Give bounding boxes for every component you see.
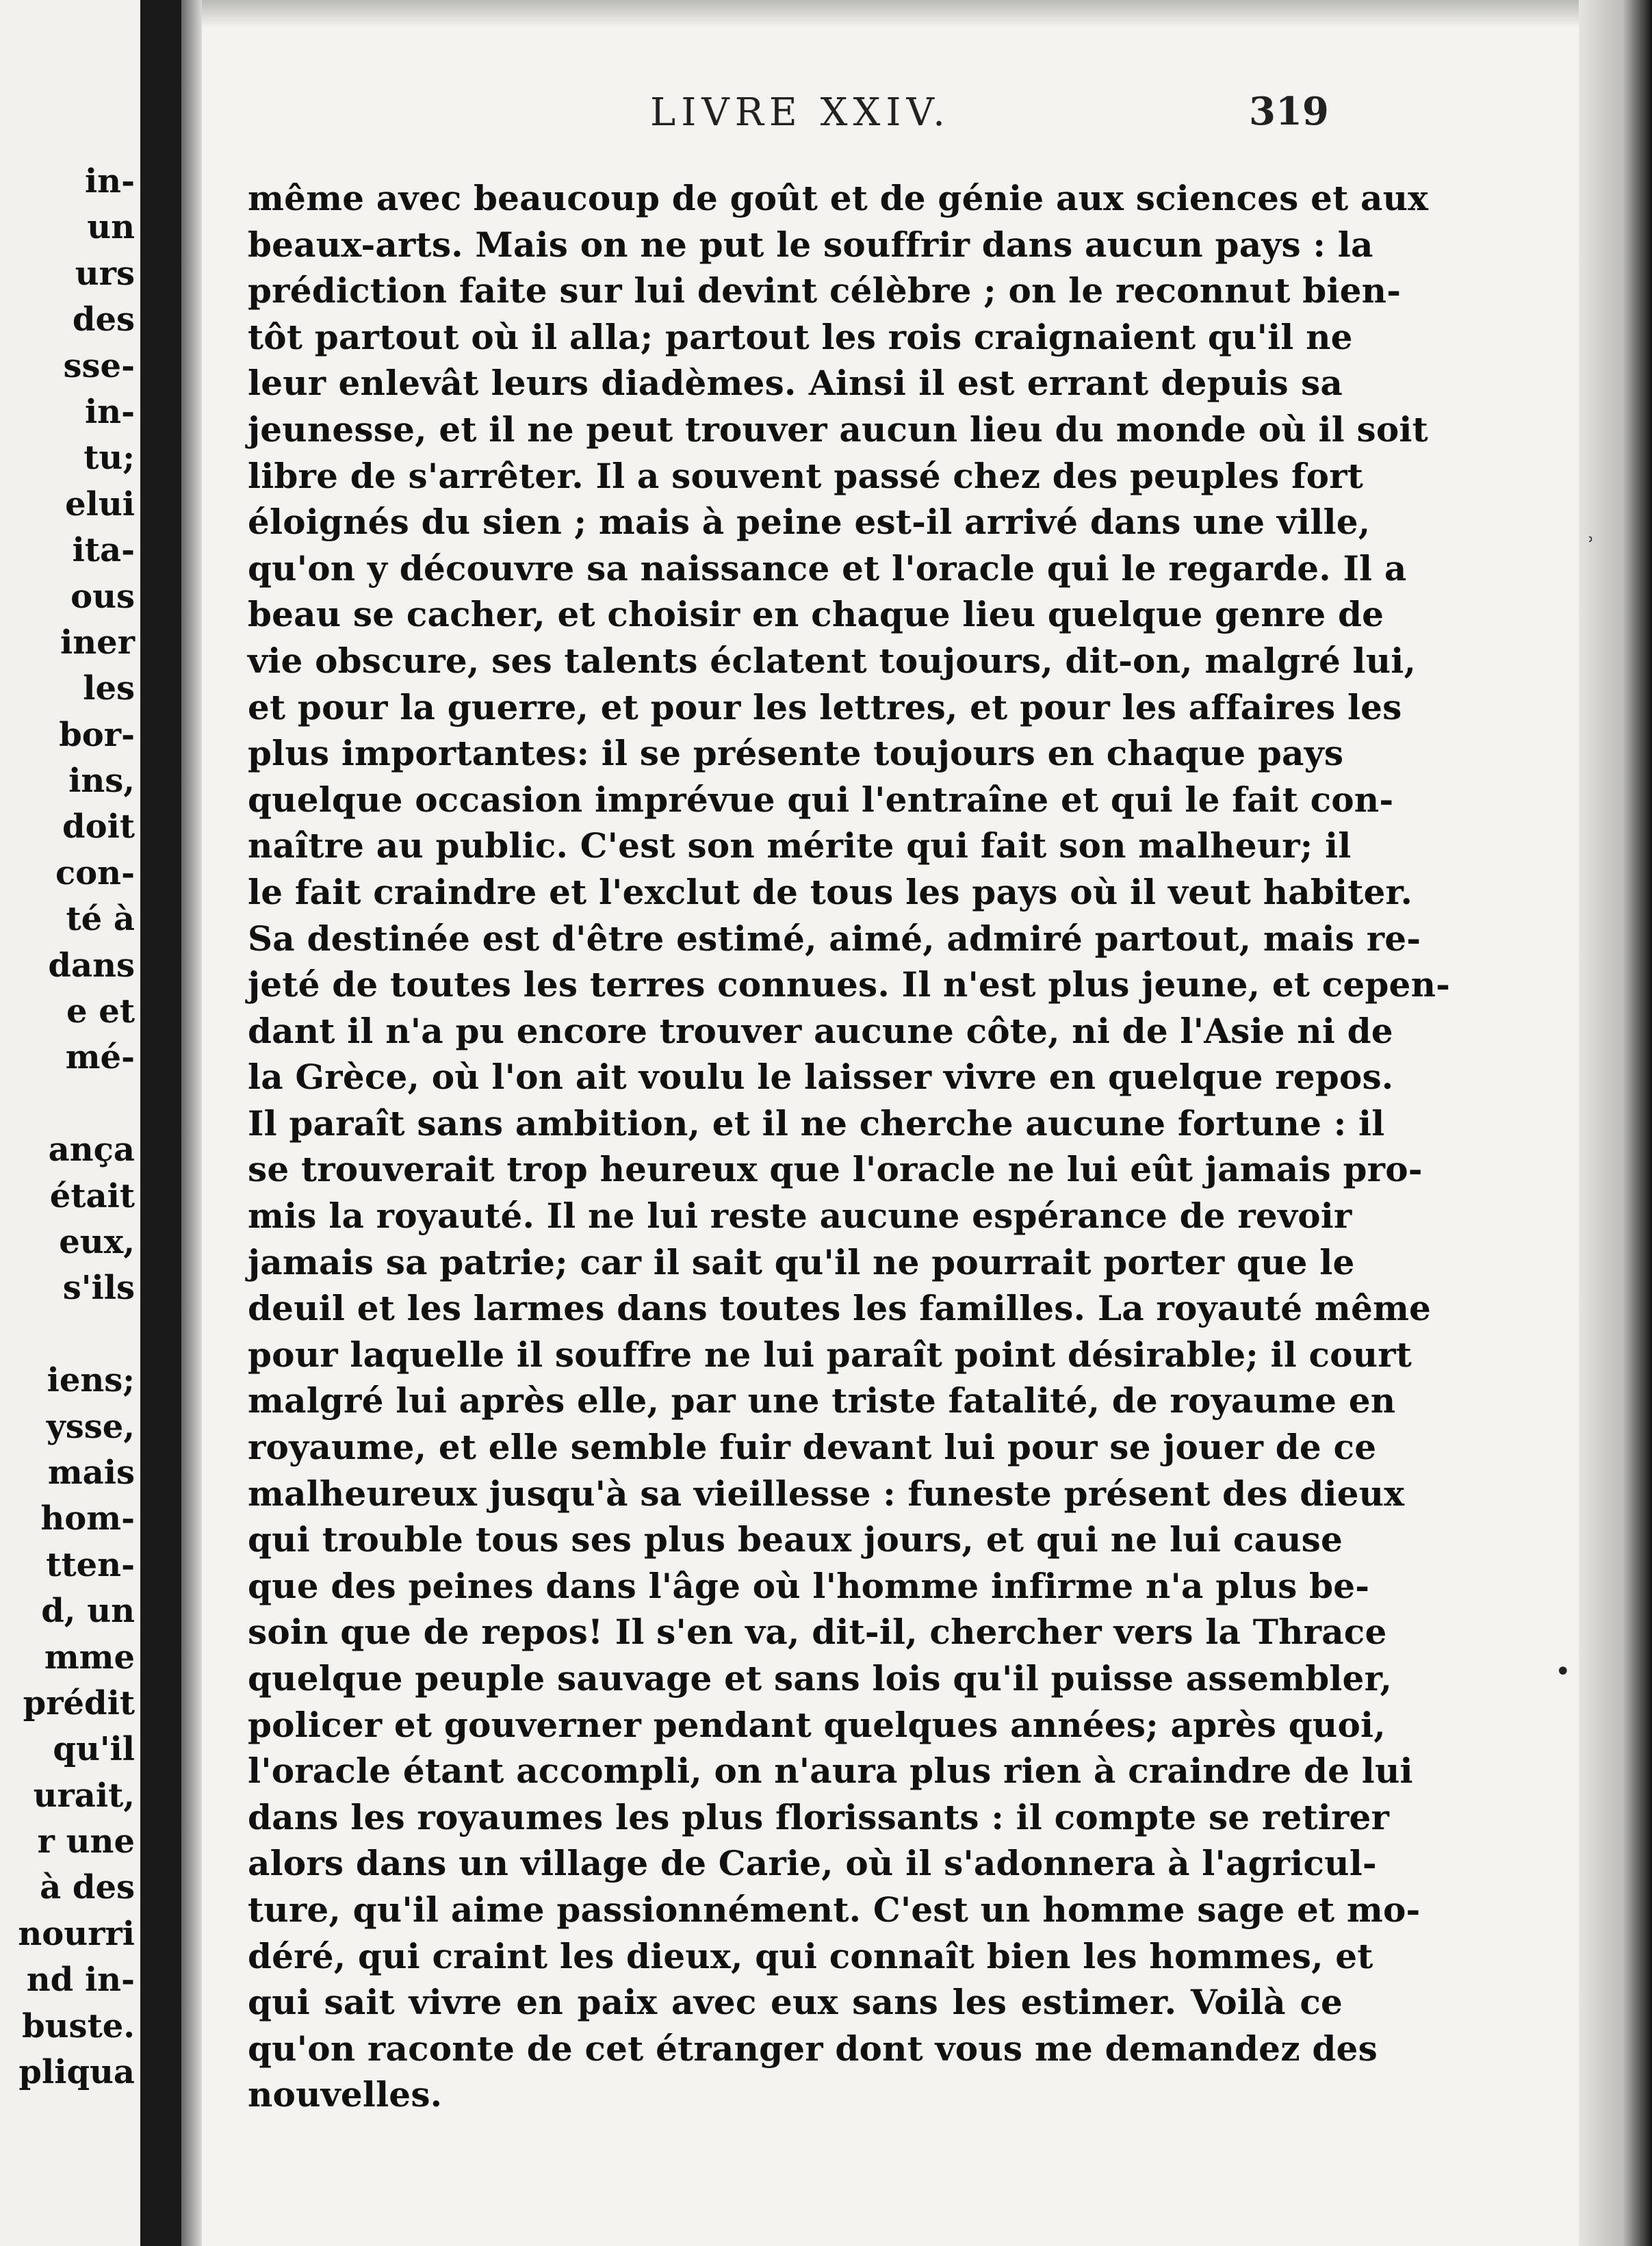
- facing-page-line: [0, 1312, 135, 1358]
- facing-page-line: ins,: [68, 762, 135, 801]
- text-line: que des peines dans l'âge où l'homme infirme n'a plus be-: [248, 1565, 1370, 1606]
- facing-page-line: nd in-: [26, 1961, 135, 2000]
- facing-page-line: tten-: [46, 1545, 135, 1584]
- facing-page-line: un: [87, 208, 135, 247]
- page-right-edge: [1579, 0, 1652, 2246]
- facing-page-line: r une: [37, 1822, 135, 1861]
- facing-page-line: s'ils: [62, 1269, 135, 1308]
- facing-page-line: bor-: [59, 715, 135, 754]
- facing-page-text: [0, 159, 135, 2095]
- facing-page-line: elui: [65, 485, 135, 524]
- facing-page-line: e et: [66, 992, 135, 1031]
- page-number: 319: [1249, 89, 1329, 134]
- text-line: dans les royaumes les plus florissants : il compte se retirer: [248, 1796, 1390, 1837]
- text-line: alors dans un village de Carie, où il s'adonnera à l'agricul-: [248, 1843, 1377, 1884]
- text-line: pour laquelle il souffre ne lui paraît point désirable; il court: [248, 1334, 1412, 1375]
- text-line: qu'on raconte de cet étranger dont vous me demandez des: [248, 2028, 1378, 2069]
- text-line: beaux-arts. Mais on ne put le souffrir dans aucun pays : la: [248, 224, 1373, 265]
- text-line: qui sait vivre en paix avec eux sans les estimer. Voilà ce: [248, 1982, 1343, 2023]
- text-line: le fait craindre et l'exclut de tous les pays où il veut habiter.: [248, 871, 1413, 912]
- facing-page-line: iens;: [47, 1361, 135, 1400]
- text-line: se trouverait trop heureux que l'oracle ne lui eût jamais pro-: [248, 1149, 1423, 1190]
- facing-page-line: mé-: [65, 1038, 135, 1077]
- text-line: nouvelles.: [248, 2074, 443, 2115]
- ink-speck: ⸒: [1586, 511, 1595, 543]
- text-line: éloignés du sien ; mais à peine est-il arrivé dans une ville,: [248, 502, 1371, 543]
- facing-page-line: tu;: [83, 439, 135, 478]
- facing-page-line: con-: [55, 853, 135, 892]
- text-line: jeunesse, et il ne peut trouver aucun lieu du monde où il soit: [248, 409, 1428, 450]
- facing-page-line: hom-: [40, 1499, 135, 1538]
- facing-page-line: buste.: [22, 2006, 135, 2045]
- text-line: qu'on y découvre sa naissance et l'oracle qui le regarde. Il a: [248, 547, 1407, 589]
- text-line: dant il n'a pu encore trouver aucune côte, ni de l'Asie ni de: [248, 1010, 1393, 1051]
- text-line: la Grèce, où l'on ait voulu le laisser vivre en quelque repos.: [248, 1057, 1394, 1098]
- facing-page-line: était: [49, 1176, 135, 1215]
- text-line: qui trouble tous ses plus beaux jours, et qui ne lui cause: [248, 1519, 1343, 1560]
- text-line: mis la royauté. Il ne lui reste aucune espérance de revoir: [248, 1196, 1352, 1237]
- facing-page-line: ita-: [72, 531, 135, 570]
- text-line: malheureux jusqu'à sa vieillesse : funeste présent des dieux: [248, 1473, 1405, 1514]
- text-line: même avec beaucoup de goût et de génie aux sciences et aux: [248, 178, 1429, 218]
- body-text: [248, 175, 1451, 2118]
- text-line: ture, qu'il aime passionnément. C'est un homme sage et mo-: [248, 1889, 1421, 1930]
- text-line: malgré lui après elle, par une triste fatalité, de royaume en: [248, 1380, 1396, 1421]
- text-line: plus importantes: il se présente toujours en chaque pays: [248, 733, 1344, 774]
- facing-page-line: sse-: [63, 346, 135, 385]
- book-gutter: [140, 0, 181, 2246]
- facing-page: [0, 0, 140, 2246]
- text-line: policer et gouverner pendant quelques années; après quoi,: [248, 1704, 1386, 1745]
- text-line: deuil et les larmes dans toutes les familles. La royauté même: [248, 1288, 1432, 1329]
- text-line: Sa destinée est d'être estimé, aimé, admiré partout, mais re-: [248, 918, 1421, 959]
- text-line: prédiction faite sur lui devint célèbre ; on le reconnut bien-: [248, 270, 1402, 311]
- text-line: beau se cacher, et choisir en chaque lieu quelque genre de: [248, 594, 1384, 635]
- facing-page-line: urs: [75, 254, 135, 293]
- facing-page-line: à des: [40, 1868, 135, 1907]
- running-head: LIVRE XXIV.: [650, 90, 951, 135]
- facing-page-line: ysse,: [46, 1407, 135, 1446]
- facing-page-line: té à: [66, 900, 135, 939]
- facing-page-line: qu'il: [53, 1730, 135, 1769]
- text-line: libre de s'arrêter. Il a souvent passé chez des peuples fort: [248, 455, 1364, 496]
- text-line: naître au public. C'est son mérite qui fait son malheur; il: [248, 825, 1352, 866]
- facing-page-line: prédit: [23, 1683, 135, 1722]
- facing-page-line: mme: [44, 1638, 135, 1677]
- gutter-shadow: [181, 0, 202, 2246]
- page-top-shadow: [202, 0, 1579, 27]
- facing-page-line: urait,: [33, 1776, 135, 1815]
- facing-page-line: des: [72, 300, 135, 339]
- facing-page-line: doit: [62, 808, 135, 847]
- ink-speck: •: [1555, 1656, 1571, 1688]
- text-line: quelque peuple sauvage et sans lois qu'il puisse assembler,: [248, 1658, 1393, 1699]
- facing-page-line: dans: [48, 946, 135, 985]
- facing-page-line: mais: [47, 1453, 135, 1492]
- text-line: jamais sa patrie; car il sait qu'il ne pourrait porter que le: [248, 1241, 1355, 1282]
- text-line: tôt partout où il alla; partout les rois craignaient qu'il ne: [248, 316, 1353, 357]
- facing-page-line: d, un: [41, 1592, 135, 1631]
- facing-page-line: iner: [60, 623, 135, 662]
- facing-page-line: in-: [84, 162, 135, 201]
- text-line: royaume, et elle semble fuir devant lui pour se jouer de ce: [248, 1427, 1377, 1468]
- text-line: quelque occasion imprévue qui l'entraîne et qui le fait con-: [248, 779, 1394, 820]
- facing-page-line: in-: [84, 392, 135, 431]
- text-line: jeté de toutes les terres connues. Il n'est plus jeune, et cepen-: [248, 964, 1451, 1005]
- text-line: vie obscure, ses talents éclatent toujours, dit-on, malgré lui,: [248, 640, 1417, 681]
- facing-page-line: ança: [48, 1131, 135, 1170]
- text-line: l'oracle étant accompli, on n'aura plus rien à craindre de lui: [248, 1751, 1413, 1792]
- facing-page-line: pliqua: [18, 2053, 135, 2092]
- facing-page-line: les: [83, 669, 135, 708]
- facing-page-line: ous: [70, 577, 135, 616]
- text-line: et pour la guerre, et pour les lettres, et pour les affaires les: [248, 686, 1402, 727]
- text-line: déré, qui craint les dieux, qui connaît bien les hommes, et: [248, 1935, 1373, 1976]
- text-line: soin que de repos! Il s'en va, dit-il, chercher vers la Thrace: [248, 1612, 1387, 1653]
- text-line: leur enlevât leurs diadèmes. Ainsi il est errant depuis sa: [248, 363, 1343, 404]
- text-line: Il paraît sans ambition, et il ne cherche aucune fortune : il: [248, 1102, 1385, 1144]
- facing-page-line: nourri: [18, 1914, 135, 1953]
- facing-page-line: eux,: [59, 1222, 135, 1261]
- facing-page-line: [0, 1081, 135, 1127]
